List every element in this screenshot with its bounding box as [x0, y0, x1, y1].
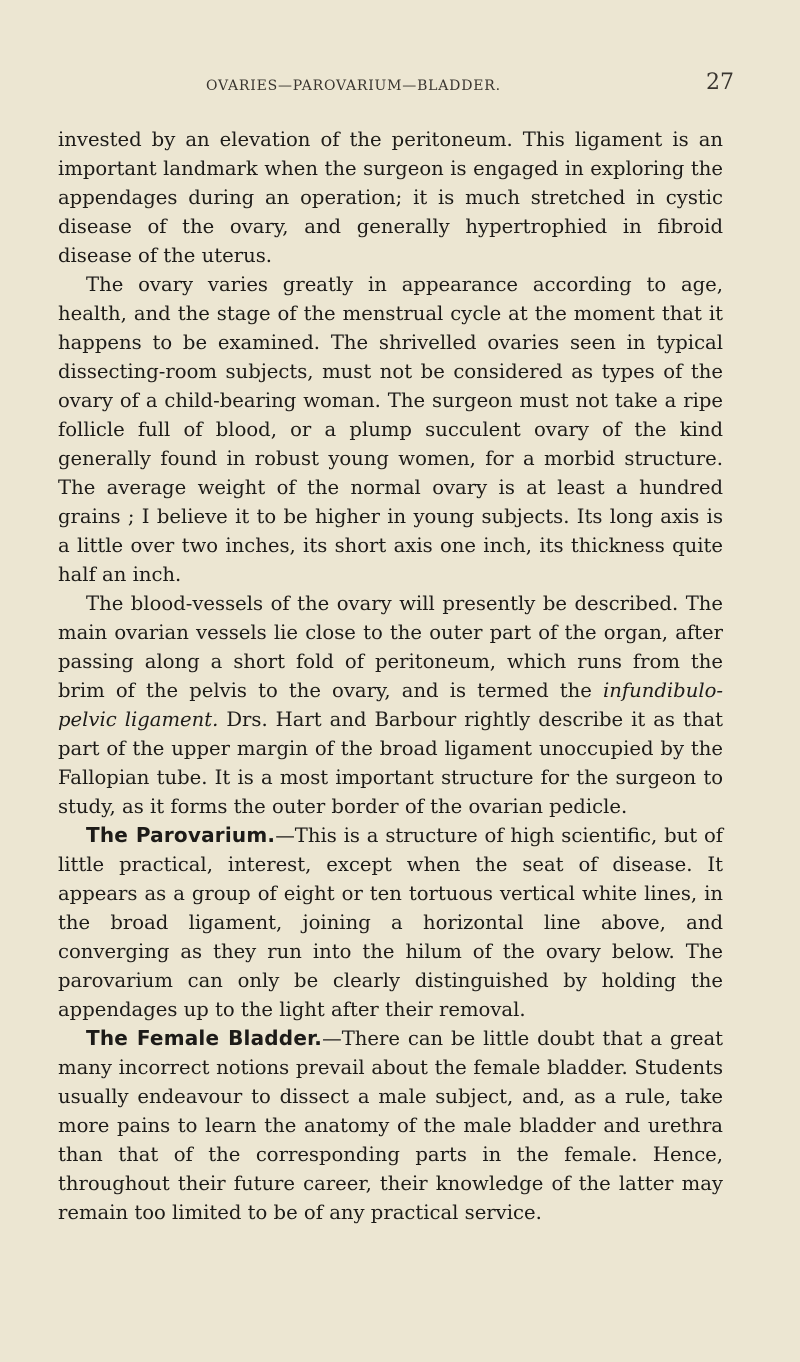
section-heading-parovarium: The Parovarium. [86, 823, 276, 847]
paragraph-parovarium [58, 821, 723, 1024]
running-head: OVARIES—PAROVARIUM—BLADDER. [206, 78, 501, 94]
page-number: 27 [706, 70, 734, 95]
paragraph-text: —There can be little doubt that a great many incorrect notions prevail about the female bladder. Students usually endeavour to dissect a male subject, and, as a rule, take more pains to learn the anatomy of the male bladder and urethra than that of the corresponding parts in the female. Hence, throughout their future career, their knowledge of the latter may remain too limited to be of any practical service. [58, 1027, 723, 1224]
section-heading-female-bladder: The Female Bladder. [86, 1026, 323, 1050]
paragraph-text: —This is a structure of high scientific, but of little practical, interest, except when the seat of disease. It appears as a group of eight or ten tortuous vertical white lines, in the broad ligament, joining a horizontal line above, and converging as they run into the hilum of the ovary below. The parovarium can only be clearly distinguished by holding the appendages up to the light after their removal. [58, 824, 723, 1021]
paragraph-text: The blood-vessels of the ovary will presently be described. The main ovarian vessels lie close to the outer part of the organ, after passing along a short fold of peritoneum, which runs from the brim of the pelvis to the ovary, and is termed the [58, 592, 723, 702]
paragraph-text: Drs. Hart and Barbour rightly describe it as that part of the upper margin of the broad ligament unoccupied by the Fallopian tube. It is a most important structure for the surgeon to study, as it forms the outer border of the ovarian pedicle. [58, 708, 724, 818]
paragraph-continuation: invested by an elevation of the peritoneum. This ligament is an important landmark when the surgeon is engaged in exploring the appendages during an operation; it is much stretched in cystic disease of the ovary, and generally hypertrophied in fibroid disease of the uterus. [58, 128, 723, 267]
paragraph-blood-vessels [58, 589, 723, 821]
paragraph-female-bladder [58, 1024, 723, 1227]
body-text [58, 125, 723, 1227]
italic-term: infundibulo-pelvic ligament. [58, 679, 723, 731]
paragraph-ovary-appearance: The ovary varies greatly in appearance according to age, health, and the stage of the menstrual cycle at the moment that it happens to be examined. The shrivelled ovaries seen in typical dissecting-room subjects, must not be considered as types of the ovary of a child-bearing woman. The surgeon must not take a ripe follicle full of blood, or a plump succulent ovary of the kind generally found in robust young women, for a morbid structure. The average weight of the normal ovary is at least a hundred grains ; I believe it to be higher in young subjects. Its long axis is a little over two inches, its short axis one inch, its thickness quite half an inch. [58, 273, 723, 586]
